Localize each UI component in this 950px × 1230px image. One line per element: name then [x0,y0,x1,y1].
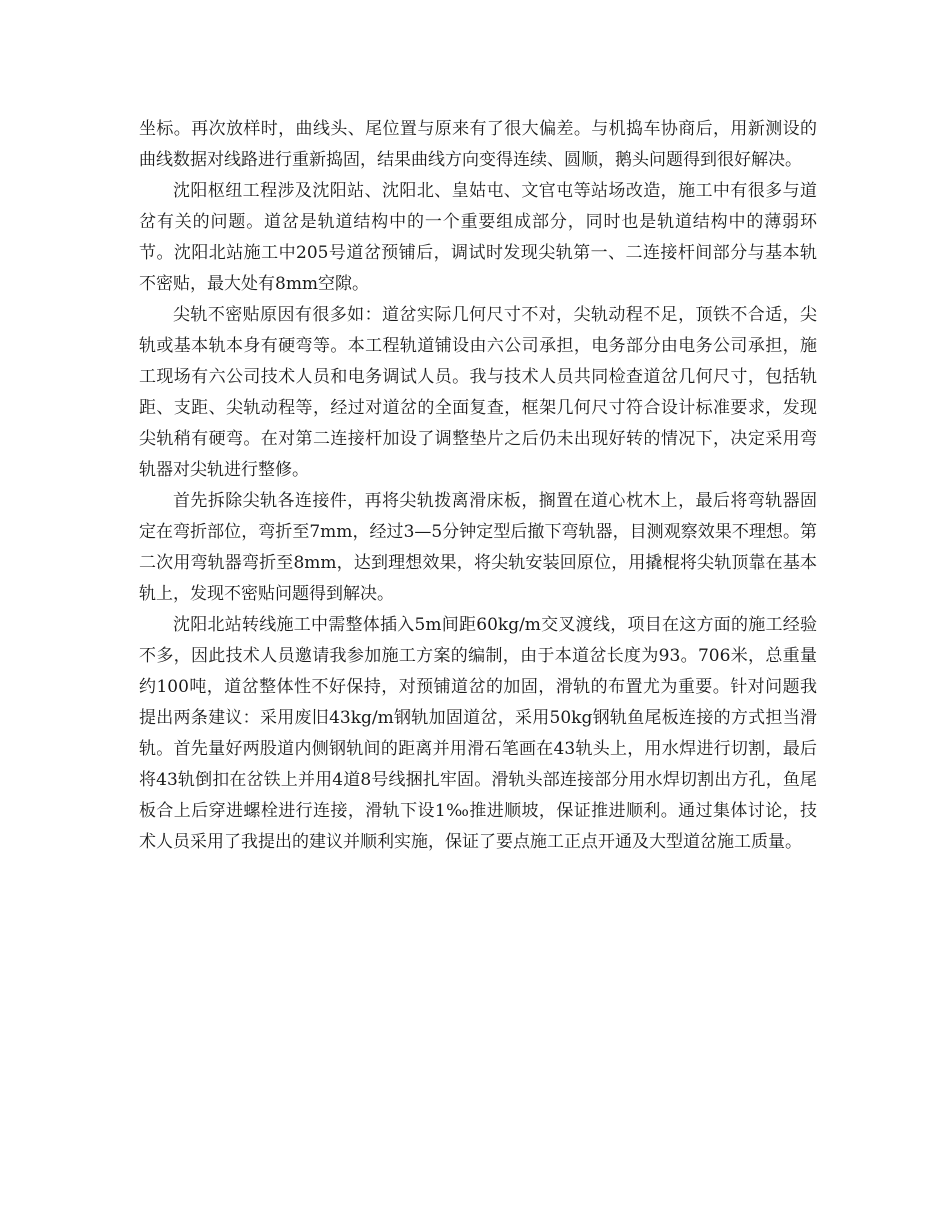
paragraph-crossover-installation: 沈阳北站转线施工中需整体插入5m间距60kg/m交叉渡线，项目在这方面的施工经验不多，因此技术人员邀请我参加施工方案的编制，由于本道岔长度为93。706米，总重量约100吨，道岔整体性不好保持，对预铺道岔的加固，滑轨的布置尤为重要。针对问题我提出两条建议：采用废旧43kg/m钢轨加固道岔，采用50kg钢轨鱼尾板连接的方式担当滑轨。首先量好两股道内侧钢轨间的距离并用滑石笔画在43轨头上，用水焊进行切割，最后将43轨倒扣在岔铁上并用4道8号线捆扎牢固。滑轨头部连接部分用水焊切割出方孔，鱼尾板合上后穿进螺栓进行连接，滑轨下设1‰推进顺坡，保证推进顺利。通过集体讨论，技术人员采用了我提出的建议并顺利实施，保证了要点施工正点开通及大型道岔施工质量。 [139,615,817,852]
document-body [139,114,817,858]
paragraph-switch-rail-causes: 尖轨不密贴原因有很多如：道岔实际几何尺寸不对，尖轨动程不足，顶铁不合适，尖轨或基本轨本身有硬弯等。本工程轨道铺设由六公司承担，电务部分由电务公司承担，施工现场有六公司技术人员和电务调试人员。我与技术人员共同检查道岔几何尺寸，包括轨距、支距、尖轨动程等，经过对道岔的全面复查，框架几何尺寸符合设计标准要求，发现尖轨稍有硬弯。在对第二连接杆加设了调整垫片之后仍未出现好转的情况下，决定采用弯轨器对尖轨进行整修。 [139,305,817,480]
paragraph-shenyang-hub: 沈阳枢纽工程涉及沈阳站、沈阳北、皇姑屯、文官屯等站场改造，施工中有很多与道岔有关的问题。道岔是轨道结构中的一个重要组成部分，同时也是轨道结构中的薄弱环节。沈阳北站施工中205号道岔预铺后，调试时发现尖轨第一、二连接杆间部分与基本轨不密贴，最大处有8mm空隙。 [139,181,817,294]
paragraph-continued: 坐标。再次放样时，曲线头、尾位置与原来有了很大偏差。与机捣车协商后，用新测设的曲线数据对线路进行重新捣固，结果曲线方向变得连续、圆顺，鹅头问题得到很好解决。 [139,119,817,170]
paragraph-rail-bending-repair: 首先拆除尖轨各连接件，再将尖轨拨离滑床板，搁置在道心枕木上，最后将弯轨器固定在弯折部位，弯折至7mm，经过3—5分钟定型后撤下弯轨器，目测观察效果不理想。第二次用弯轨器弯折至8mm，达到理想效果，将尖轨安装回原位，用撬棍将尖轨顶靠在基本轨上，发现不密贴问题得到解决。 [139,491,817,604]
